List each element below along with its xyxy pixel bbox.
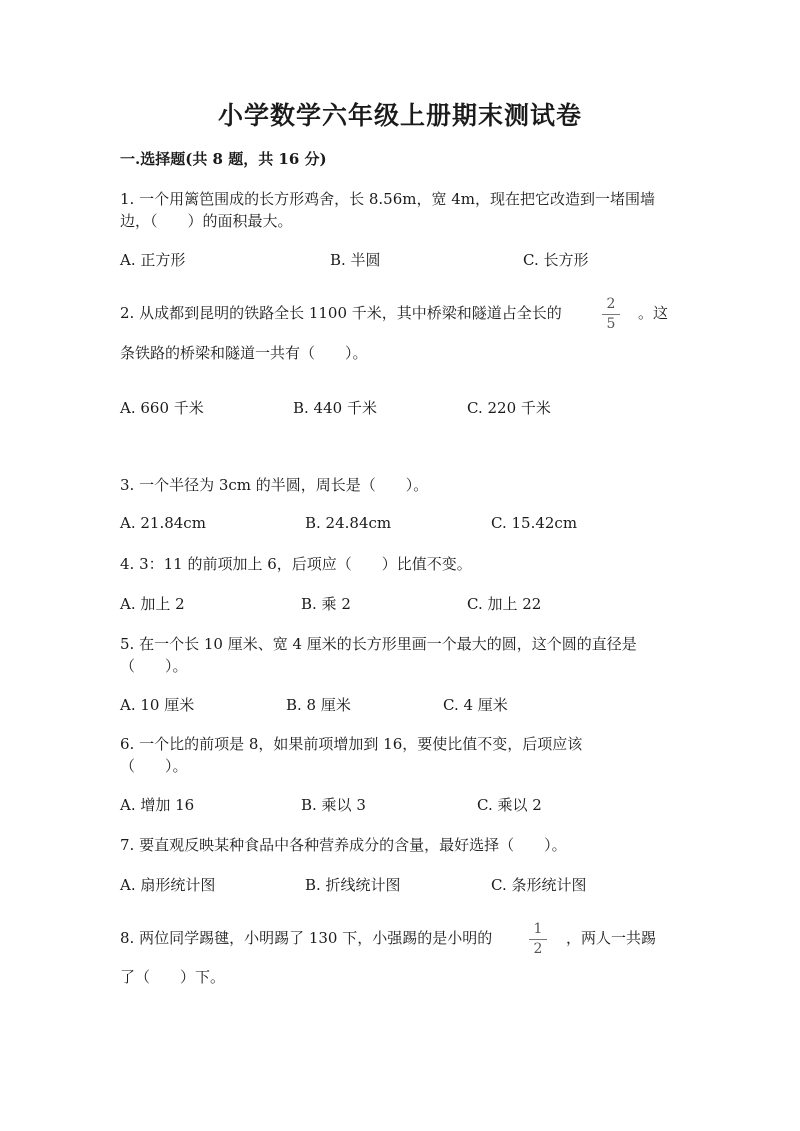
- question-3-option-b: B. 24.84cm: [305, 514, 392, 532]
- question-6-line-2: （ ）。: [120, 757, 188, 775]
- question-7-option-c: C. 条形统计图: [491, 876, 587, 894]
- question-8-line-1-end: ，两人一共踢: [566, 929, 657, 947]
- question-1-line-1: 1. 一个用篱笆围成的长方形鸡舍，长 8.56m，宽 4m，现在把它改造到一堵围墙: [120, 190, 656, 208]
- question-4-option-b: B. 乘 2: [301, 595, 351, 613]
- question-2-option-c: C. 220 千米: [467, 399, 551, 417]
- question-3-option-a: A. 21.84cm: [120, 514, 206, 532]
- question-2-line-2: 条铁路的桥梁和隧道一共有（ ）。: [120, 344, 368, 362]
- question-7-line-1: 7. 要直观反映某种食品中各种营养成分的含量，最好选择（ ）。: [120, 836, 567, 854]
- question-1-line-2: 边，（ ）的面积最大。: [120, 212, 293, 230]
- question-6-option-a: A. 增加 16: [120, 796, 195, 814]
- fraction-numerator: 1: [533, 921, 543, 937]
- question-8-fraction: [527, 921, 549, 958]
- question-5-option-c: C. 4 厘米: [443, 696, 508, 714]
- question-2-fraction: [600, 296, 622, 333]
- question-6-line-1: 6. 一个比的前项是 8，如果前项增加到 16，要使比值不变，后项应该: [120, 735, 583, 753]
- question-2-line-1-end: 。这: [638, 304, 669, 322]
- section-heading: 一.选择题(共 8 题，共 16 分): [120, 150, 327, 168]
- question-4-line-1: 4. 3：11 的前项加上 6，后项应（ ）比值不变。: [120, 555, 472, 573]
- question-2-line-1: 2. 从成都到昆明的铁路全长 1100 千米，其中桥梁和隧道占全长的: [120, 304, 562, 322]
- question-7-option-b: B. 折线统计图: [305, 876, 401, 894]
- question-5-line-1: 5. 在一个长 10 厘米、宽 4 厘米的长方形里画一个最大的圆，这个圆的直径是: [120, 635, 637, 653]
- question-8-line-2: 了（ ）下。: [120, 968, 226, 986]
- question-7-option-a: A. 扇形统计图: [120, 876, 216, 894]
- question-6-option-b: B. 乘以 3: [301, 796, 366, 814]
- page-title: 小学数学六年级上册期末测试卷: [217, 101, 582, 130]
- question-6-option-c: C. 乘以 2: [477, 796, 542, 814]
- question-1-option-c: C. 长方形: [523, 251, 589, 269]
- question-4-option-a: A. 加上 2: [120, 595, 185, 613]
- question-8-line-1: 8. 两位同学踢毽，小明踢了 130 下，小强踢的是小明的: [120, 929, 493, 947]
- fraction-bar: [602, 314, 620, 315]
- question-4-option-c: C. 加上 22: [467, 595, 542, 613]
- question-5-line-2: （ ）。: [120, 657, 188, 675]
- fraction-denominator: 2: [533, 941, 543, 957]
- question-5-option-b: B. 8 厘米: [286, 696, 351, 714]
- question-3-line-1: 3. 一个半径为 3cm 的半圆，周长是（ ）。: [120, 476, 429, 494]
- question-1-option-a: A. 正方形: [120, 251, 186, 269]
- fraction-numerator: 2: [606, 296, 616, 312]
- fraction-denominator: 5: [606, 316, 616, 332]
- question-2-option-b: B. 440 千米: [293, 399, 377, 417]
- question-3-option-c: C. 15.42cm: [491, 514, 578, 532]
- question-2-option-a: A. 660 千米: [120, 399, 204, 417]
- question-1-option-b: B. 半圆: [330, 251, 381, 269]
- fraction-bar: [529, 939, 547, 940]
- question-5-option-a: A. 10 厘米: [120, 696, 195, 714]
